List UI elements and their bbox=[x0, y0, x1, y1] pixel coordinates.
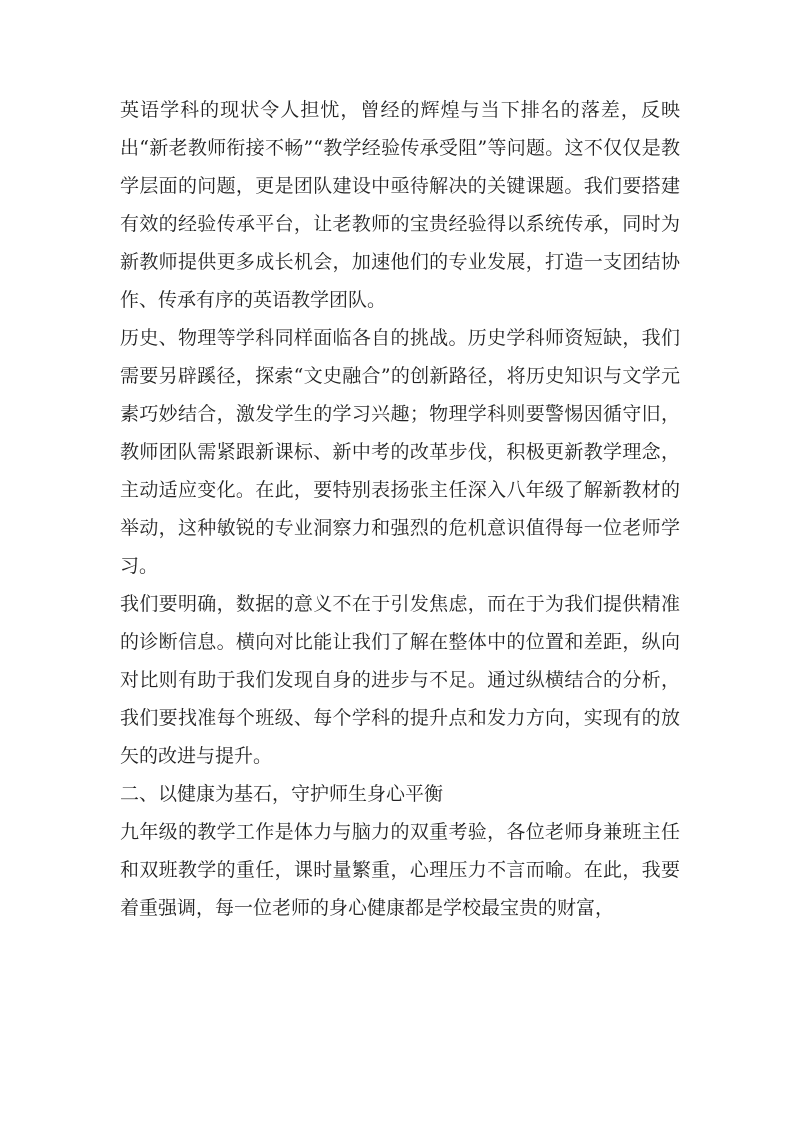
paragraph-health: 九年级的教学工作是体力与脑力的双重考验，各位老师身兼班主任和双班教学的重任，课时量繁重，心理压力不言而喻。在此，我要着重强调，每一位老师的身心健康都是学校最宝贵的财富， bbox=[120, 821, 680, 919]
paragraph-history-physics: 历史、物理等学科同样面临各自的挑战。历史学科师资短缺，我们需要另辟蹊径，探索“文史融合”的创新路径，将历史知识与文学元素巧妙结合，激发学生的学习兴趣；物理学科则要警惕因循守旧，教师团队需紧跟新课标、新中考的改革步伐，积极更新教学理念，主动适应变化。在此，要特别表扬张主任深入八年级了解新教材的举动，这种敏锐的专业洞察力和强烈的危机意识值得每一位老师学习。 bbox=[120, 327, 680, 577]
document-page bbox=[120, 91, 680, 927]
paragraph-data-meaning: 我们要明确，数据的意义不在于引发焦虑，而在于为我们提供精准的诊断信息。横向对比能让我们了解在整体中的位置和差距，纵向对比则有助于我们发现自身的进步与不足。通过纵横结合的分析，我们要找准每个班级、每个学科的提升点和发力方向，实现有的放矢的改进与提升。 bbox=[120, 593, 680, 767]
section-heading: 二、以健康为基石，守护师生身心平衡 bbox=[120, 783, 444, 805]
paragraph-english-subject: 英语学科的现状令人担忧，曾经的辉煌与当下排名的落差，反映出“新老教师衔接不畅”“教学经验传承受阻”等问题。这不仅仅是教学层面的问题，更是团队建设中亟待解决的关键课题。我们要搭建有效的经验传承平台，让老教师的宝贵经验得以系统传承，同时为新教师提供更多成长机会，加速他们的专业发展，打造一支团结协作、传承有序的英语教学团队。 bbox=[120, 99, 680, 311]
